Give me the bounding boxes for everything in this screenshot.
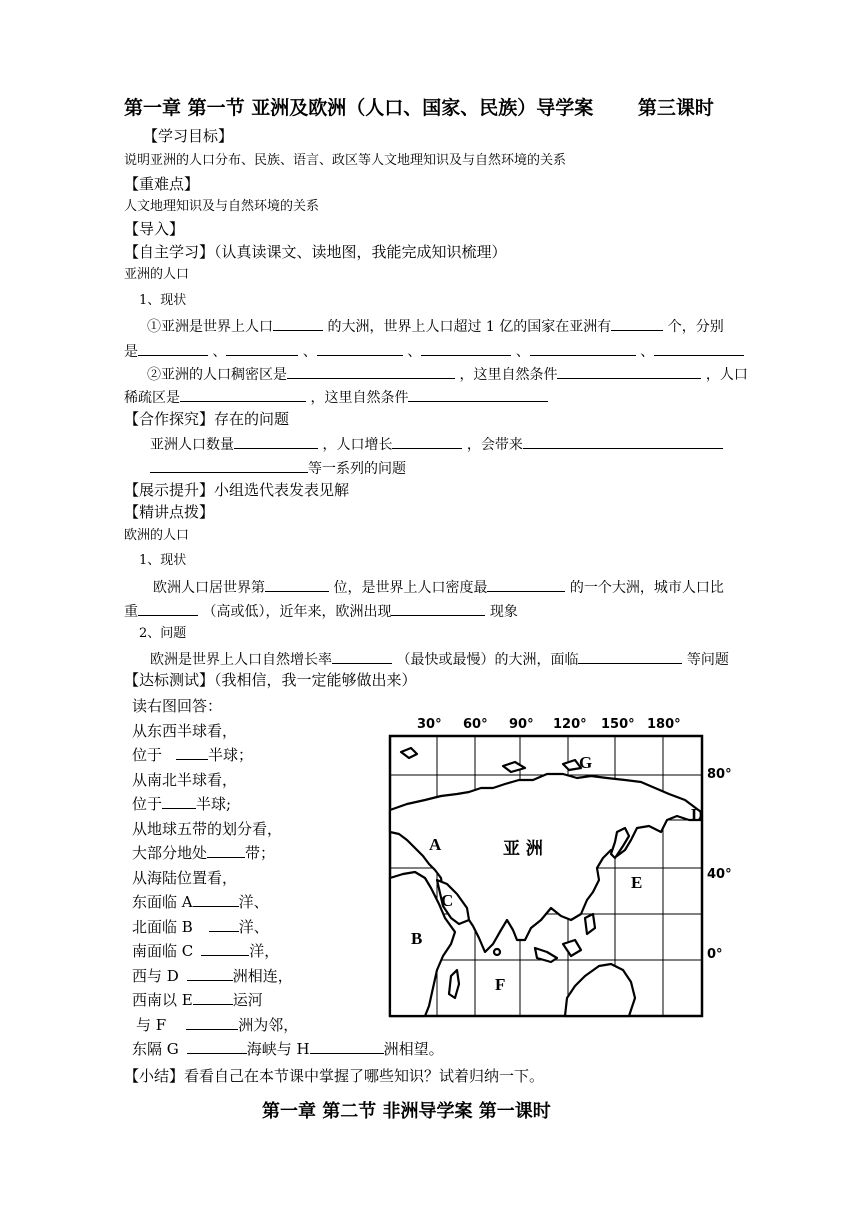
letter-e: E bbox=[631, 873, 643, 892]
blank-field[interactable] bbox=[176, 745, 208, 760]
europe-question-1 bbox=[153, 577, 724, 597]
test-text: 半球； bbox=[208, 746, 254, 764]
self-study-heading: 【自主学习】（认真读课文、读地图，我能完成知识梳理） bbox=[124, 243, 507, 261]
blank-field[interactable] bbox=[310, 1039, 384, 1054]
lat-label: 40° bbox=[707, 867, 732, 882]
blank-field[interactable] bbox=[138, 341, 208, 356]
goals-heading: 【学习目标】 bbox=[143, 127, 234, 145]
cooperation-question-cont bbox=[150, 458, 406, 478]
e1-text-c: 的一个大洲，城市人口比 bbox=[569, 580, 724, 596]
coop-text-b: ，人口增长 bbox=[322, 437, 393, 453]
europe-question-2 bbox=[150, 649, 729, 669]
blank-field[interactable] bbox=[193, 990, 233, 1005]
blank-field[interactable] bbox=[523, 434, 723, 449]
letter-a: A bbox=[429, 835, 442, 854]
asia-population-heading: 亚洲的人口 bbox=[124, 267, 190, 282]
blank-field[interactable] bbox=[611, 316, 663, 331]
problem-heading-2: 2、问题 bbox=[139, 626, 187, 641]
test-heading: 【达标测试】（我相信，我一定能够做出来） bbox=[124, 671, 417, 689]
longitude-labels bbox=[417, 717, 681, 732]
test-text: 位于 bbox=[132, 746, 163, 764]
blank-field[interactable] bbox=[317, 341, 403, 356]
key-text: 人文地理知识及与自然环境的关系 bbox=[124, 199, 320, 214]
philippines bbox=[585, 914, 595, 934]
latitude-labels bbox=[707, 767, 732, 962]
letter-b: B bbox=[411, 929, 423, 948]
blank-field[interactable] bbox=[138, 601, 198, 616]
blank-field[interactable] bbox=[209, 917, 239, 932]
separator: 、 bbox=[407, 344, 422, 360]
europe-question-1-cont bbox=[124, 601, 518, 621]
blank-field[interactable] bbox=[180, 387, 306, 402]
europe-population-heading: 欧洲的人口 bbox=[124, 528, 190, 543]
test-text: 洋、 bbox=[238, 893, 269, 911]
blank-field[interactable] bbox=[408, 387, 548, 402]
test-text: 运河 bbox=[232, 991, 263, 1009]
separator: 、 bbox=[515, 344, 530, 360]
blank-field[interactable] bbox=[226, 341, 298, 356]
blank-field[interactable] bbox=[150, 458, 308, 473]
test-text: 带； bbox=[245, 844, 276, 862]
e2-text-a: 重 bbox=[124, 604, 138, 620]
sri-lanka bbox=[494, 949, 500, 955]
indonesia-islands bbox=[563, 940, 581, 956]
letter-c: C bbox=[441, 891, 454, 910]
lon-label: 180° bbox=[647, 717, 681, 732]
e2-text-b: （高或低），近年来，欧洲出现 bbox=[202, 604, 392, 620]
e3-text-a: 欧洲是世界上人口自然增长率 bbox=[150, 652, 332, 668]
next-section-title: 第一章 第二节 非洲导学案 第一课时 bbox=[262, 1101, 551, 1122]
asia-question-2 bbox=[147, 364, 748, 384]
blank-field[interactable] bbox=[201, 941, 249, 956]
test-text: 南面临 C bbox=[132, 942, 194, 960]
blank-field[interactable] bbox=[530, 341, 636, 356]
arctic-island bbox=[503, 762, 525, 772]
blank-field[interactable] bbox=[487, 577, 565, 592]
test-text: 海峡与 H bbox=[246, 1040, 310, 1058]
test-text: 东隔 G bbox=[132, 1040, 179, 1058]
q2-text-b: ，这里自然条件 bbox=[459, 367, 558, 383]
asia-question-2-cont bbox=[124, 387, 548, 407]
arctic-island bbox=[401, 748, 417, 758]
e2-text-c: 现象 bbox=[489, 604, 518, 620]
blank-field[interactable] bbox=[654, 341, 744, 356]
test-text: 洋， bbox=[249, 942, 280, 960]
e1-text-a: 欧洲人口居世界第 bbox=[153, 580, 265, 596]
q2-text-d: 稀疏区是 bbox=[124, 390, 180, 406]
blank-field[interactable] bbox=[332, 649, 392, 664]
blank-field[interactable] bbox=[265, 577, 329, 592]
asia-map bbox=[385, 708, 735, 1020]
blank-field[interactable] bbox=[162, 794, 196, 809]
australia-landmass bbox=[565, 964, 635, 1016]
lon-label: 150° bbox=[601, 717, 635, 732]
q2-text-c: ，人口 bbox=[705, 367, 748, 383]
test-text: 大部分地处 bbox=[132, 844, 208, 862]
blank-field[interactable] bbox=[391, 601, 485, 616]
blank-field[interactable] bbox=[193, 892, 239, 907]
title-period: 第三课时 bbox=[637, 97, 714, 119]
q1-text-c: 个，分别 bbox=[667, 319, 724, 335]
coop-text-c: ，会带来 bbox=[466, 437, 523, 453]
intro-heading: 【导入】 bbox=[124, 220, 185, 238]
test-text: 从东西半球看， bbox=[132, 721, 238, 740]
lon-label: 120° bbox=[553, 717, 587, 732]
test-text: 从海陆位置看， bbox=[132, 868, 238, 887]
test-line bbox=[132, 1037, 492, 1062]
coop-text-d: 等一系列的问题 bbox=[308, 461, 406, 477]
goals-text: 说明亚洲的人口分布、民族、语言、政区等人文地理知识及与自然环境的关系 bbox=[124, 153, 567, 168]
blank-field[interactable] bbox=[207, 843, 245, 858]
status-heading-1: 1、现状 bbox=[139, 293, 187, 308]
title-main: 第一章 第一节 亚洲及欧洲（人口、国家、民族）导学案 bbox=[124, 97, 594, 119]
e1-text-b: 位，是世界上人口密度最 bbox=[333, 580, 488, 596]
separator: 、 bbox=[212, 344, 227, 360]
blank-field[interactable] bbox=[186, 1015, 238, 1030]
q2-text-a: ②亚洲的人口稠密区是 bbox=[147, 367, 287, 383]
q2-text-e: ，这里自然条件 bbox=[310, 390, 409, 406]
blank-field[interactable] bbox=[187, 1039, 247, 1054]
lat-label: 0° bbox=[707, 947, 723, 962]
test-text: 读右图回答： bbox=[132, 697, 223, 715]
e3-text-b: （最快或最慢）的大洲，面临 bbox=[396, 652, 579, 668]
letter-d: D bbox=[691, 805, 704, 824]
asia-map-svg bbox=[385, 708, 735, 1020]
summary-text: 【小结】看看自己在本节课中掌握了哪些知识？试着归纳一下。 bbox=[124, 1067, 545, 1085]
lon-label: 60° bbox=[463, 717, 488, 732]
asia-label: 亚 洲 bbox=[503, 839, 543, 859]
key-heading: 【重难点】 bbox=[124, 175, 200, 193]
asia-question-1 bbox=[147, 316, 724, 336]
blank-field[interactable] bbox=[234, 434, 318, 449]
blank-field[interactable] bbox=[557, 364, 701, 379]
test-text: 洋、 bbox=[238, 917, 269, 936]
test-text: 西与 D bbox=[132, 966, 179, 985]
test-text: 从南北半球看， bbox=[132, 770, 238, 789]
q1-text-d: 是 bbox=[124, 344, 138, 360]
separator: 、 bbox=[302, 344, 317, 360]
asia-question-1-cont bbox=[124, 341, 744, 361]
letter-g: G bbox=[579, 753, 593, 772]
blank-field[interactable] bbox=[187, 966, 233, 981]
test-text: 位于 bbox=[132, 795, 163, 813]
test-text: 洲相连， bbox=[232, 966, 293, 985]
q1-text-a: ①亚洲是世界上人口 bbox=[147, 319, 273, 335]
blank-field[interactable] bbox=[392, 434, 462, 449]
q1-text-b: 的大洲，世界上人口超过 1 亿的国家在亚洲有 bbox=[327, 319, 612, 335]
lecture-heading: 【精讲点拨】 bbox=[124, 503, 215, 521]
test-text: 东面临 A bbox=[132, 893, 193, 911]
coop-text-a: 亚洲人口数量 bbox=[150, 437, 234, 453]
test-text: 半球; bbox=[196, 795, 232, 813]
cooperation-question bbox=[150, 434, 723, 454]
letter-f: F bbox=[495, 975, 506, 994]
e3-text-c: 等问题 bbox=[686, 652, 729, 668]
show-heading: 【展示提升】小组选代表发表见解 bbox=[124, 481, 350, 499]
madagascar bbox=[449, 970, 459, 998]
lon-label: 90° bbox=[509, 717, 534, 732]
lat-label: 80° bbox=[707, 767, 732, 782]
blank-field[interactable] bbox=[273, 316, 323, 331]
blank-field[interactable] bbox=[578, 649, 682, 664]
blank-field[interactable] bbox=[287, 364, 455, 379]
test-text: 洲为邻， bbox=[238, 1015, 299, 1034]
lon-label: 30° bbox=[417, 717, 442, 732]
test-text: 从地球五带的划分看， bbox=[132, 819, 283, 838]
test-text: 与 F bbox=[136, 1015, 167, 1034]
test-text: 北面临 B bbox=[132, 917, 193, 936]
page-title bbox=[124, 93, 714, 120]
separator: 、 bbox=[640, 344, 655, 360]
test-text: 洲相望。 bbox=[383, 1040, 444, 1058]
blank-field[interactable] bbox=[421, 341, 511, 356]
test-text: 西南以 E bbox=[132, 991, 193, 1009]
status-heading-2: 1、现状 bbox=[139, 553, 187, 568]
cooperation-heading: 【合作探究】存在的问题 bbox=[124, 410, 290, 428]
